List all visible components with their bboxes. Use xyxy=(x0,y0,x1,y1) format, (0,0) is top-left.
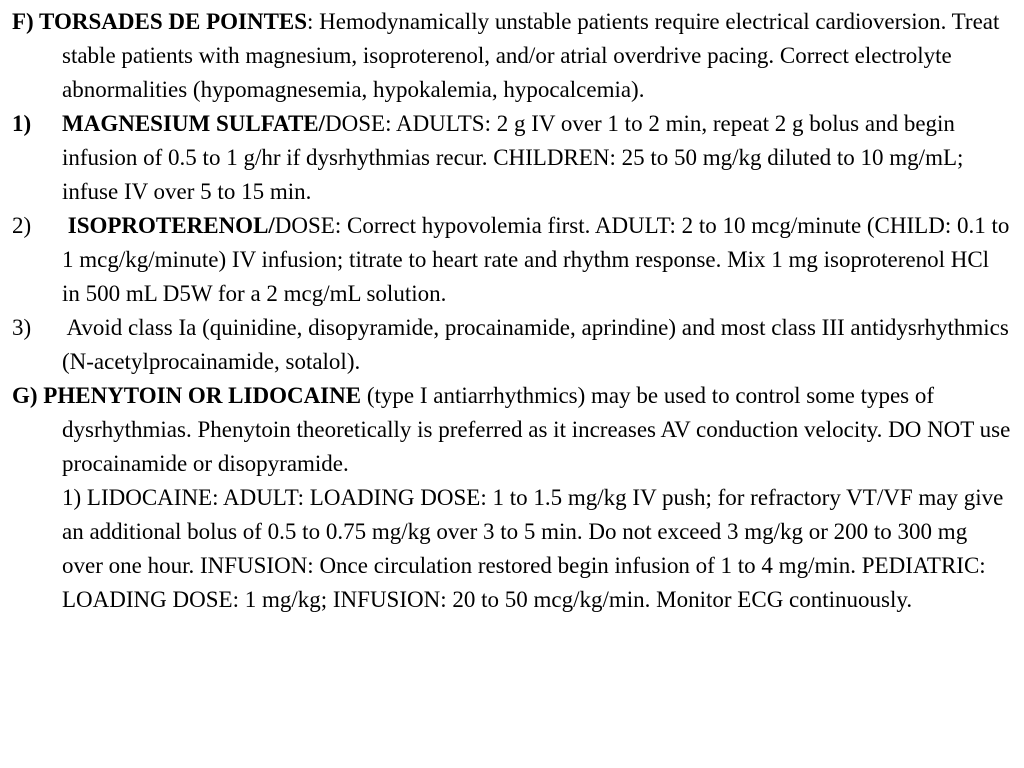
item-1-number: 1) xyxy=(12,111,32,136)
item-2-number: 2) xyxy=(12,213,32,238)
section-g-heading: G) PHENYTOIN OR LIDOCAINE xyxy=(12,383,362,408)
section-f-paragraph xyxy=(12,5,1012,107)
section-f-text: : Hemodynamically unstable patients require electrical cardioversion. Treat stable patients with magnesium, isoproterenol, and/or atrial overdrive pacing. Correct electrolyte abnormalities (hypomagnesemia, hypokalemia, hypocalcemia). xyxy=(62,9,1000,102)
item-2-drug: ISOPROTERENOL/ xyxy=(67,213,275,238)
section-f-item-1 xyxy=(12,107,1012,209)
section-f-item-2 xyxy=(12,209,1012,311)
item-1-text: DOSE: ADULTS: 2 g IV over 1 to 2 min, repeat 2 g bolus and begin infusion of 0.5 to 1 g/hr if dysrhythmias recur. CHILDREN: 25 to 50 mg/kg diluted to 10 mg/mL; infuse IV over 5 to 15 min. xyxy=(62,111,964,204)
item-3-text: Avoid class Ia (quinidine, disopyramide, procainamide, aprindine) and most class III antidysrhythmics (N-acetylprocainamide, sotalol). xyxy=(62,315,1009,374)
slide-body xyxy=(12,5,1012,617)
section-f-heading: F) TORSADES DE POINTES xyxy=(12,9,308,34)
section-g-text: (type I antiarrhythmics) may be used to control some types of dysrhythmias. Phenytoin theoretically is preferred as it increases AV conduction velocity. DO NOT use procainamide or disopyramide. xyxy=(62,383,1011,476)
item-2-text: DOSE: Correct hypovolemia first. ADULT: 2 to 10 mcg/minute (CHILD: 0.1 to 1 mcg/kg/minute) IV infusion; titrate to heart rate and rhythm response. Mix 1 mg isoproterenol HCl in 500 mL D5W for a 2 mcg/mL solution. xyxy=(62,213,1010,306)
section-g-sub-item: 1) LIDOCAINE: ADULT: LOADING DOSE: 1 to 1.5 mg/kg IV push; for refractory VT/VF may give an additional bolus of 0.5 to 0.75 mg/kg over 3 to 5 min. Do not exceed 3 mg/kg or 200 to 300 mg over one hour. INFUSION: Once circulation restored begin infusion of 1 to 4 mg/min. PEDIATRIC: LOADING DOSE: 1 mg/kg; INFUSION: 20 to 50 mcg/kg/min. Monitor ECG continuously. xyxy=(62,485,1004,612)
item-3-number: 3) xyxy=(12,315,32,340)
section-f-item-3 xyxy=(12,311,1012,379)
section-g-paragraph xyxy=(12,379,1012,481)
item-1-drug: MAGNESIUM SULFATE/ xyxy=(62,111,326,136)
